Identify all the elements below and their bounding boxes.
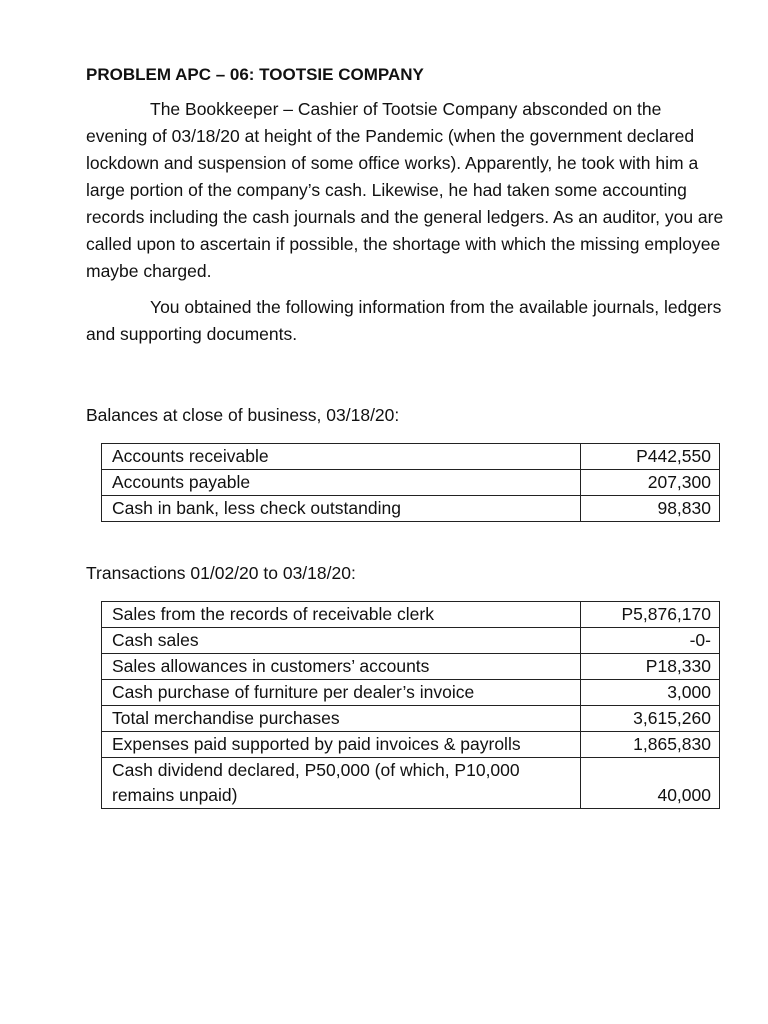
row-amount: 3,000 [581,680,720,706]
table-row [102,444,720,470]
row-amount: P5,876,170 [581,602,720,628]
table-row [102,654,720,680]
row-amount: 3,615,260 [581,706,720,732]
row-amount: 40,000 [581,758,720,809]
table-row [102,602,720,628]
balances-label: Balances at close of business, 03/18/20: [86,405,400,425]
transactions-table [101,601,720,809]
row-amount: 207,300 [581,470,720,496]
table-row [102,470,720,496]
row-amount: 1,865,830 [581,732,720,758]
table-row [102,758,720,809]
table-row [102,496,720,522]
row-amount: 98,830 [581,496,720,522]
table-row [102,706,720,732]
table-row [102,732,720,758]
row-item: Cash in bank, less check outstanding [102,496,581,522]
row-amount: -0- [581,628,720,654]
row-item: Sales allowances in customers’ accounts [102,654,581,680]
info-paragraph: You obtained the following information from the available journals, ledgers and supporting documents. [86,297,722,344]
row-item: Total merchandise purchases [102,706,581,732]
row-amount: P18,330 [581,654,720,680]
row-amount: P442,550 [581,444,720,470]
row-item: Accounts receivable [102,444,581,470]
problem-title: PROBLEM APC – 06: TOOTSIE COMPANY [86,65,424,84]
row-item: Expenses paid supported by paid invoices & payrolls [102,732,581,758]
row-item: Accounts payable [102,470,581,496]
row-item: Cash sales [102,628,581,654]
transactions-label: Transactions 01/02/20 to 03/18/20: [86,563,356,583]
document-page [86,62,726,809]
table-row [102,680,720,706]
row-item: Cash dividend declared, P50,000 (of which, P10,000 remains unpaid) [102,758,581,809]
balances-table [101,443,720,522]
row-item: Cash purchase of furniture per dealer’s invoice [102,680,581,706]
row-item: Sales from the records of receivable clerk [102,602,581,628]
intro-paragraph: The Bookkeeper – Cashier of Tootsie Company absconded on the evening of 03/18/20 at height of the Pandemic (when the government declared lockdown and suspension of some office works). Apparently, he took with him a large portion of the company’s cash. Likewise, he had taken some accounting records including the cash journals and the general ledgers. As an auditor, you are called upon to ascertain if possible, the shortage with which the missing employee maybe charged. [86,99,724,281]
table-row [102,628,720,654]
